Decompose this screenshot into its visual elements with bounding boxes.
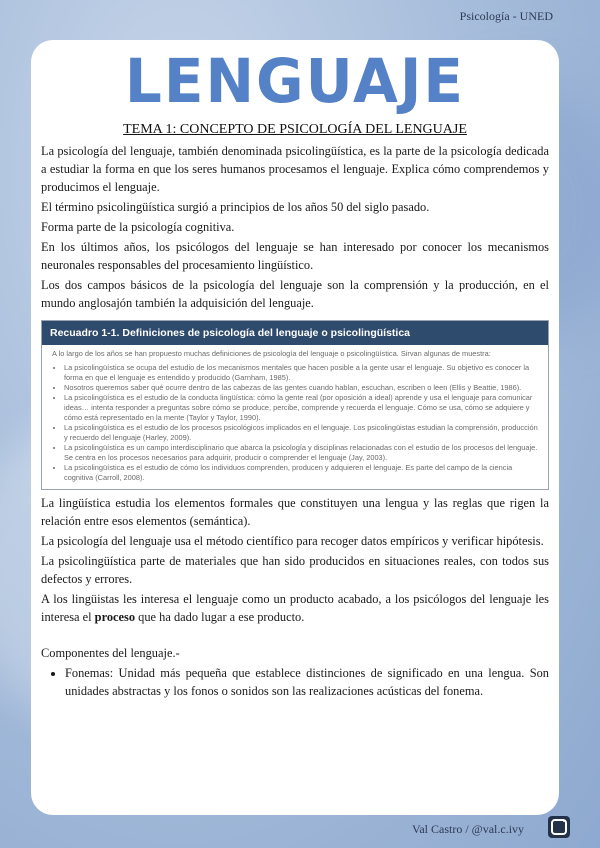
header-tag: Psicología - UNED	[459, 9, 553, 23]
paragraph	[41, 590, 549, 626]
content-card	[31, 40, 559, 815]
definitions-box-body	[42, 345, 548, 489]
section-subtitle: TEMA 1: CONCEPTO DE PSICOLOGÍA DEL LENGUAJE	[123, 122, 467, 137]
component-item: • Fonemas: Unidad más pequeña que establece distinciones de significado en una lengua. Son unidades abstractas y los fonos o sonidos son las realizaciones acústicas del fonema.	[65, 664, 549, 700]
emphasis-text: proceso	[94, 610, 136, 624]
paragraph: Los dos campos básicos de la psicología del lenguaje son la comprensión y la producción, en el mundo anglosajón también la adquisición del lenguaje.	[41, 278, 549, 310]
components-list	[41, 664, 549, 700]
paragraph: La psicología del lenguaje usa el método científico para recoger datos empíricos y verificar hipótesis.	[41, 534, 544, 548]
definitions-box	[41, 320, 549, 490]
definitions-list	[52, 363, 538, 483]
definition-item: • La psicolingüística se ocupa del estudio de los mecanismos mentales que hacen posible a la gente usar el lenguaje. Su objetivo es conocer la forma en que el lenguaje es entendido y producido (Garnham, 1985).	[64, 363, 538, 383]
definitions-intro: A lo largo de los años se han propuesto muchas definiciones de psicología del lenguaje o psicolingüística. Sirvan algunas de muestra:	[52, 349, 491, 358]
paragraph-text: A los lingüistas les interesa el lenguaje como un producto acabado, a los psicólogos del lenguaje les interesa el	[41, 592, 549, 624]
components-heading: Componentes del lenguaje.-	[41, 646, 180, 660]
paragraph: Forma parte de la psicología cognitiva.	[41, 220, 235, 234]
instagram-icon[interactable]	[548, 816, 570, 838]
definition-item: • La psicolingüística es el estudio de la conducta lingüística: cómo la gente real (por oposición a ideal) aprende y usa el lenguaje para comunicar ideas… intenta responder a preguntas sobre cómo se produce, percibe, comprende y recuerda el lenguaje. Cómo se usa, cómo se adquiere y cómo está representado en la mente (Taylor y Taylor, 1990).	[64, 393, 538, 423]
page-title: LENGUAJE	[124, 45, 466, 117]
paragraph: En los últimos años, los psicólogos del lenguaje se han interesado por conocer los mecanismos neuronales responsables del procesamiento lingüístico.	[41, 240, 549, 272]
paragraph-text: que ha dado lugar a ese producto.	[135, 610, 305, 624]
footer-author: Val Castro / @val.c.ivy	[412, 822, 525, 836]
instagram-icon-dot	[563, 820, 565, 822]
paragraph: La lingüística estudia los elementos formales que constituyen una lengua y las reglas que rigen la relación entre esos elementos (semántica).	[41, 496, 549, 528]
definition-item: • La psicolingüística es el estudio de cómo los individuos comprenden, producen y adquieren el lenguaje. Es parte del campo de la ciencia cognitiva (Carroll, 2008).	[64, 463, 538, 483]
definition-item: • La psicolingüística es un campo interdisciplinario que abarca la psicología y disciplinas relacionadas con el estudio de los procesos del lenguaje. Se centra en los procesos necesarios para adquirir, producir o comprender el lenguaje (Jay, 2003).	[64, 443, 538, 463]
definitions-box-title: Recuadro 1-1. Definiciones de psicología del lenguaje o psicolingüística	[42, 321, 548, 345]
paragraph: La psicología del lenguaje, también denominada psicolingüística, es la parte de la psicología dedicada a estudiar la forma en que los seres humanos procesamos el lenguaje. Explica cómo comprendemos y producimos el lenguaje.	[41, 144, 549, 194]
definition-item: • Nosotros queremos saber qué ocurre dentro de las cabezas de las gentes cuando hablan, escuchan, escriben o leen (Ellis y Beattie, 1986).	[64, 383, 538, 393]
paragraph: El término psicolingüística surgió a principios de los años 50 del siglo pasado.	[41, 200, 430, 214]
paragraph: La psicolingüística parte de materiales que han sido producidos en situaciones reales, con todos sus defectos y errores.	[41, 554, 549, 586]
definition-item: • La psicolingüística es el estudio de los procesos psicológicos implicados en el lenguaje. Los psicolingüistas estudian la comprensión, producción y recuerdo del lenguaje (Harley, 2009).	[64, 423, 538, 443]
